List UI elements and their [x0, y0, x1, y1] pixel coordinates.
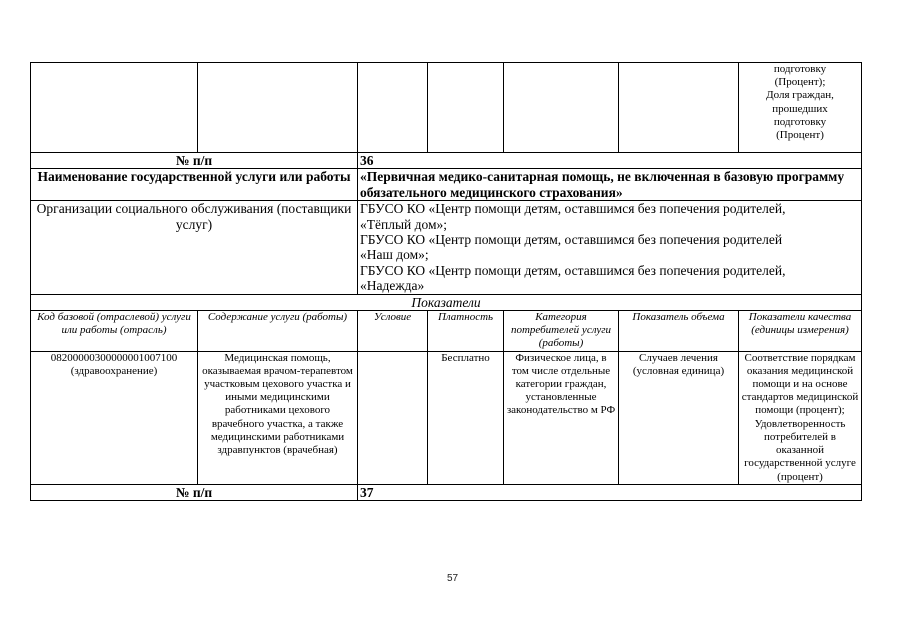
header-volume: Показатель объема [619, 311, 739, 352]
organizations-row [31, 201, 862, 294]
header-code: Код базовой (отраслевой) услуги или работы (отрасль) [31, 311, 198, 352]
cell-quality: Соответствие порядкам оказания медицинской помощи и на основе стандартов медицинской помощи (процент); Удовлетворенность потребителей в оказанной государственной услуге (процент) [739, 351, 862, 484]
number-label: № п/п [31, 153, 358, 169]
services-table [30, 62, 862, 501]
cell-payment: Бесплатно [428, 351, 504, 484]
service-name-value: «Первичная медико-санитарная помощь, не включенная в базовую программу обязательного медицинского страхования» [358, 169, 862, 201]
indicators-title-row [31, 294, 862, 310]
header-category: Категория потребителей услуги (работы) [504, 311, 619, 352]
number-value: 37 [358, 484, 862, 500]
continuation-indicators: подготовку (Процент); Доля граждан, прошедших подготовку (Процент) [739, 63, 862, 153]
organizations-label: Организации социального обслуживания (поставщики услуг) [31, 201, 358, 294]
organizations-list: ГБУСО КО «Центр помощи детям, оставшимся без попечения родителей, «Тёплый дом»; ГБУСО КО «Центр помощи детям, оставшимся без попечения родителей «Наш дом»; ГБУСО КО «Центр помощи детям, оставшимся без попечения родителей, «Надежда» [358, 201, 862, 294]
continuation-row [31, 63, 862, 153]
service-name-row [31, 169, 862, 201]
cell-code: 08200000300000001007100 (здравоохранение) [31, 351, 198, 484]
section-37-number-row [31, 484, 862, 500]
service-name-label: Наименование государственной услуги или работы [31, 169, 358, 201]
cell-category: Физическое лица, в том числе отдельные категории граждан, установленные законодательство м РФ [504, 351, 619, 484]
indicators-title: Показатели [31, 294, 862, 310]
header-quality: Показатели качества (единицы измерения) [739, 311, 862, 352]
cell-condition [358, 351, 428, 484]
indicators-data-row [31, 351, 862, 484]
header-payment: Платность [428, 311, 504, 352]
header-condition: Условие [358, 311, 428, 352]
number-label: № п/п [31, 484, 358, 500]
page-number: 57 [446, 573, 459, 584]
section-36-number-row [31, 153, 862, 169]
cell-content: Медицинская помощь, оказываемая врачом-терапевтом участковым цехового участка и иными медицинскими работниками цехового врачебного участка, а также медицинскими работниками здравпунктов (врачебная) [198, 351, 358, 484]
cell-volume: Случаев лечения (условная единица) [619, 351, 739, 484]
indicators-header-row [31, 311, 862, 352]
header-content: Содержание услуги (работы) [198, 311, 358, 352]
number-value: 36 [358, 153, 862, 169]
